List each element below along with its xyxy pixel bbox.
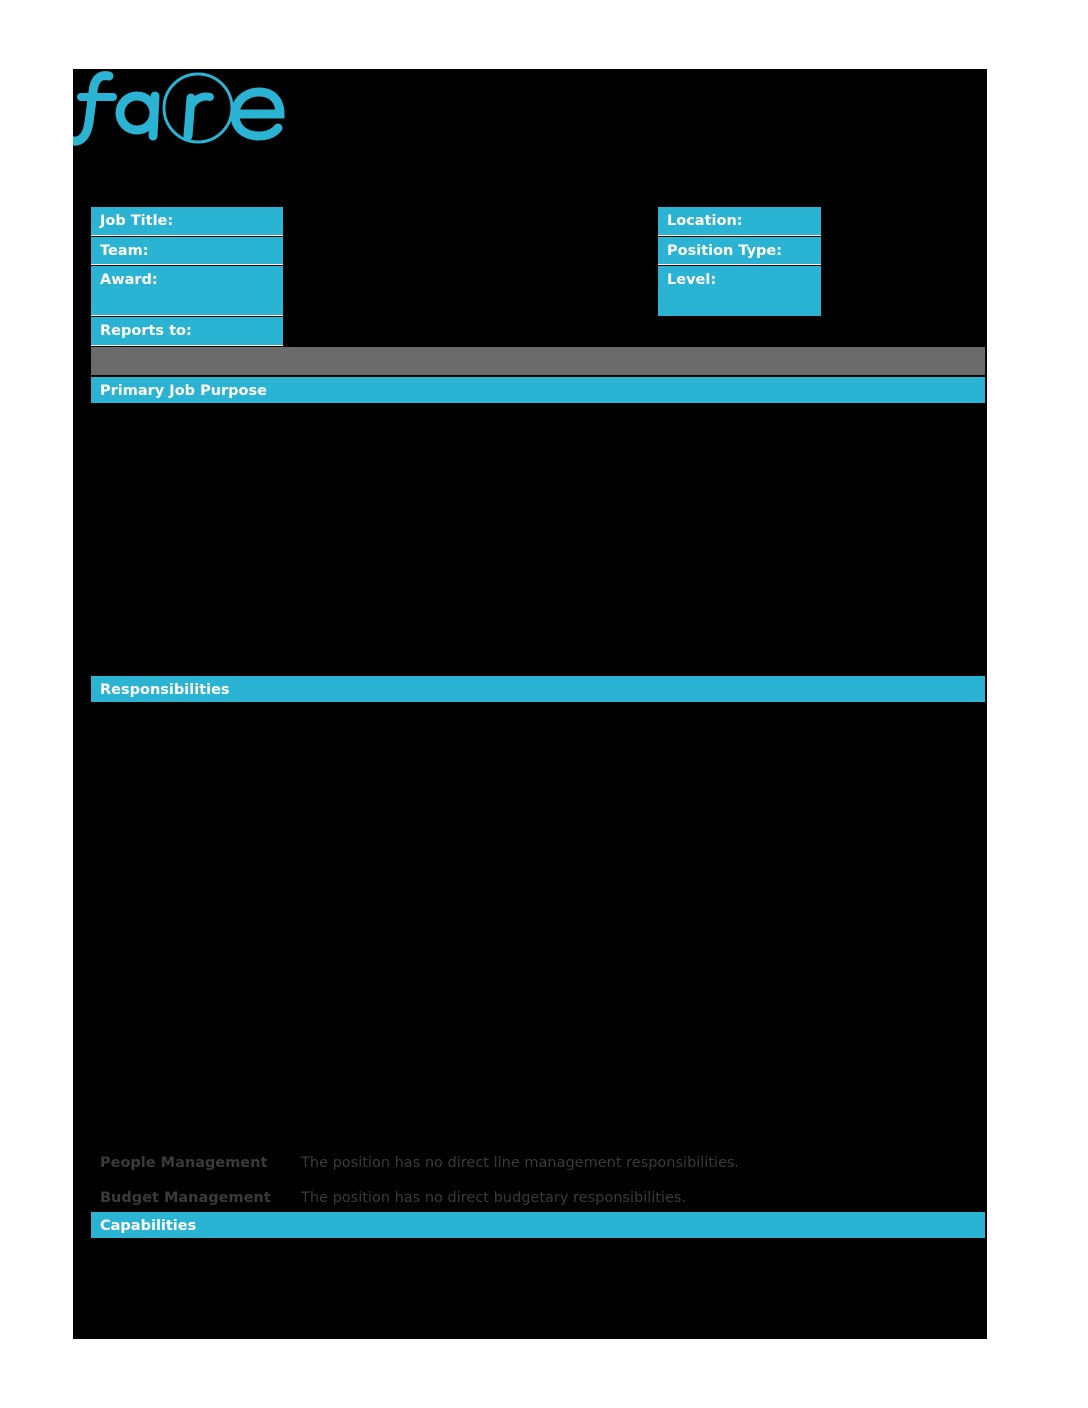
budget-management-label: Budget Management — [100, 1190, 271, 1206]
team-label: Team: — [91, 237, 283, 265]
people-management-label: People Management — [100, 1155, 268, 1171]
fare-logo-icon — [73, 70, 288, 146]
section-divider-bar — [91, 347, 985, 375]
primary-job-purpose-heading: Primary Job Purpose — [91, 377, 985, 403]
people-management-value: The position has no direct line management responsibilities. — [301, 1155, 740, 1171]
responsibilities-heading: Responsibilities — [91, 676, 985, 702]
job-title-label: Job Title: — [91, 207, 283, 236]
location-label: Location: — [658, 207, 821, 236]
award-label: Award: — [91, 266, 283, 316]
capabilities-heading: Capabilities — [91, 1212, 985, 1238]
budget-management-value: The position has no direct budgetary responsibilities. — [301, 1190, 687, 1206]
reports-to-label: Reports to: — [91, 317, 283, 346]
position-type-label: Position Type: — [658, 237, 821, 265]
level-label: Level: — [658, 266, 821, 316]
